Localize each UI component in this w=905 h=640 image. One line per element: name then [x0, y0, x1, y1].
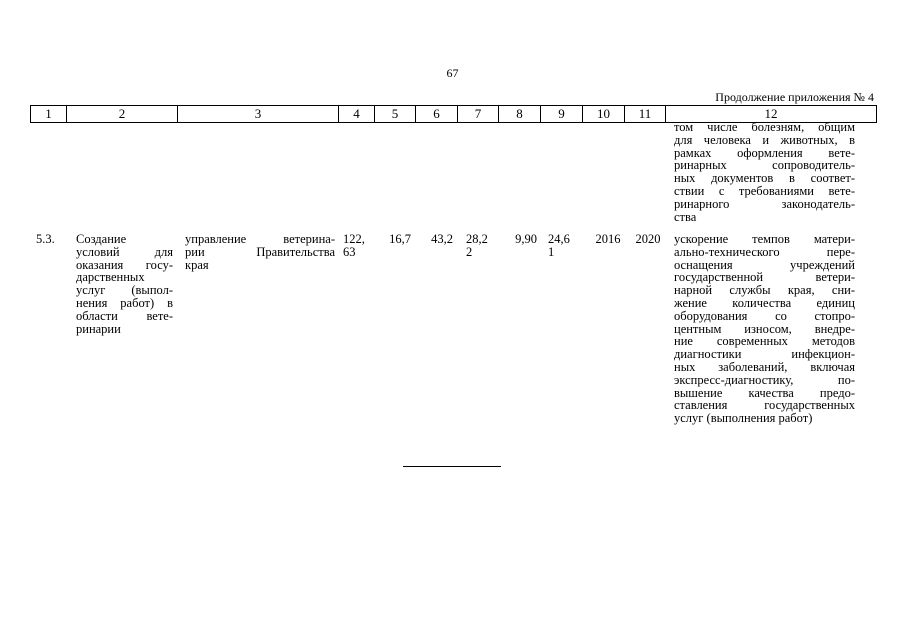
value-col-6: 43,2: [431, 232, 453, 246]
text-line: 63: [343, 244, 356, 259]
text-line: ных документов в соответ-: [674, 171, 855, 186]
text-line: управление ветерина-: [185, 232, 335, 246]
text-line: оснащения учреждений: [674, 257, 855, 272]
text-line: ставления государственных: [674, 398, 855, 413]
continuation-note: Продолжение приложения № 4: [715, 90, 874, 104]
text-line: ально-технического пере-: [674, 244, 855, 259]
text-line: рии Правительства: [185, 244, 335, 259]
header-cell: 5: [375, 106, 416, 123]
value-col-7: [466, 233, 500, 259]
page-number: 67: [446, 66, 459, 80]
text-line: услуг (выпол-: [76, 283, 173, 298]
value-col-9: [548, 233, 576, 259]
text-line: оборудования со стопро-: [674, 308, 855, 323]
value-col-8: 9,90: [515, 232, 537, 246]
header-cell: 11: [625, 106, 666, 123]
header-cell: 9: [541, 106, 583, 123]
end-year: 2020: [635, 232, 661, 246]
text-line: экспресс-диагностику, по-: [674, 372, 855, 387]
text-line: условий для: [76, 244, 173, 259]
text-line: нения работ) в: [76, 295, 173, 310]
header-cell: 1: [31, 106, 67, 123]
header-cell: 12: [666, 106, 877, 123]
text-line: ринарии: [76, 321, 121, 336]
text-line: края: [185, 257, 209, 272]
text-line: Создание: [76, 232, 127, 246]
header-cell: 4: [339, 106, 375, 123]
text-line: нарной службы края, сни-: [674, 283, 855, 298]
header-cell: 3: [178, 106, 339, 123]
text-line: ринарных сопроводитель-: [674, 158, 855, 173]
header-cell: 10: [583, 106, 625, 123]
footer-rule: [403, 466, 501, 467]
text-line: 1: [548, 244, 555, 259]
value-col-4: [343, 233, 376, 259]
text-line: государственной ветери-: [674, 270, 855, 285]
text-line: ние современных методов: [674, 334, 855, 349]
text-line: ускорение темпов матери-: [674, 232, 855, 246]
value-col-5: 16,7: [389, 232, 411, 246]
executor: [185, 233, 335, 271]
text-line: услуг (выполнения работ): [674, 411, 813, 426]
text-line: центным износом, внедре-: [674, 321, 855, 336]
text-line: 24,6: [548, 232, 570, 246]
header-cell: 6: [416, 106, 458, 123]
text-line: 2: [466, 244, 473, 259]
row-number: 5.3.: [36, 232, 55, 246]
header-cell: 8: [499, 106, 541, 123]
text-line: диагностики инфекцион-: [674, 347, 855, 362]
text-line: ства: [674, 209, 697, 224]
header-cell: 7: [458, 106, 499, 123]
continued-result-text: [674, 121, 855, 223]
measure-name: [76, 233, 173, 335]
text-line: вышение качества предо-: [674, 385, 855, 400]
header-cell: 2: [67, 106, 178, 123]
text-line: ринарного законодатель-: [674, 196, 855, 211]
expected-result: [674, 233, 855, 425]
text-line: ствии с требованиями вете-: [674, 183, 855, 198]
text-line: оказания госу-: [76, 257, 173, 272]
start-year: 2016: [595, 232, 621, 246]
text-line: 28,2: [466, 232, 488, 246]
table-row-5-3: [30, 233, 876, 433]
text-line: ных заболеваний, включая: [674, 359, 855, 374]
text-line: жение количества единиц: [674, 295, 855, 310]
text-line: для человека и животных, в: [674, 132, 855, 147]
text-line: рамках оформления вете-: [674, 145, 855, 160]
text-line: дарственных: [76, 270, 145, 285]
text-line: том числе болезням, общим: [674, 120, 855, 134]
text-line: области вете-: [76, 308, 173, 323]
text-line: 122,: [343, 232, 365, 246]
